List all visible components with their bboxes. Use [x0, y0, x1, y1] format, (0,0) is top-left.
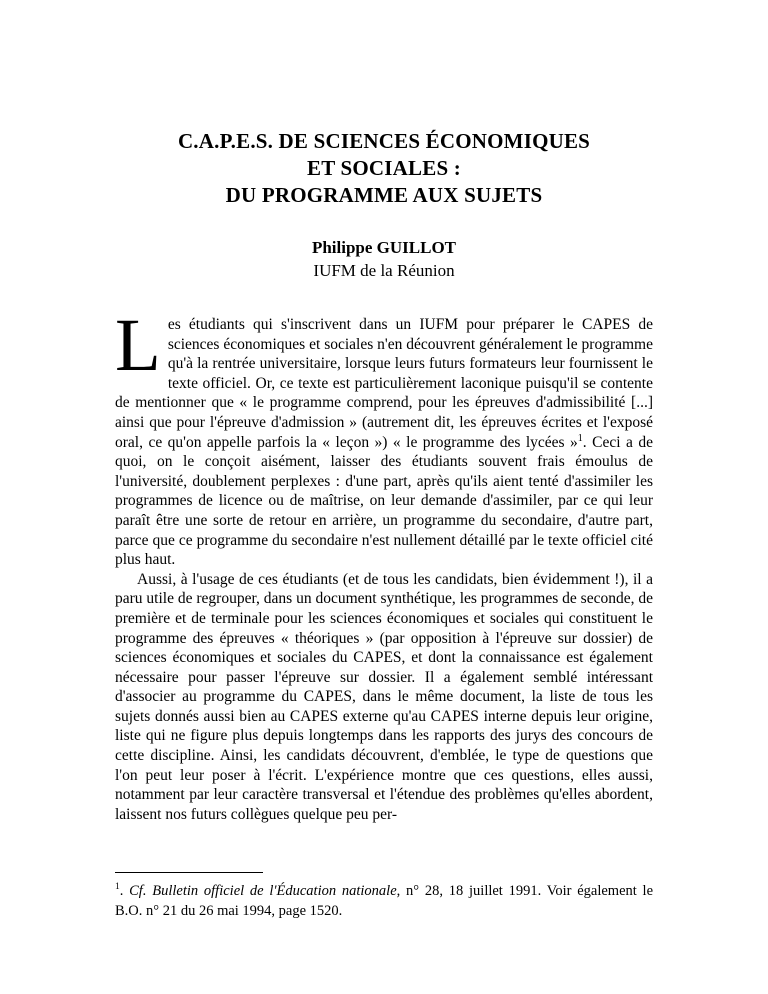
paragraph-1-text-after-ref: . Ceci a de quoi, on le conçoit aisément, laisser des étudiants souvent frais émoulus de l'université, doublement perplexes : d'une part, après qu'ils aient tenté d'assimiler les programmes de licence ou de maîtrise, on leur demande d'assimiler, par ce qui leur paraît être une sorte de retour en arrière, un programme du secondaire, d'autre part, parce que ce programme du secondaire n'est nullement détaillé par le texte officiel cité plus haut.	[115, 433, 653, 569]
title-line-1: C.A.P.E.S. DE SCIENCES ÉCONOMIQUES	[177, 129, 591, 153]
dropcap-letter: L	[115, 304, 161, 387]
paragraph-1-text-before-ref: es étudiants qui s'inscrivent dans un IUFM pour préparer le CAPES de sciences économiques et sociales n'en découvrent généralement le programme qu'à la rentrée universitaire, lorsque leurs futurs formateurs leur fournissent le texte officiel. Or, ce texte est particulièrement laconique puisqu'il se contente de mentionner que « le programme comprend, pour les épreuves d'admissibilité [...] ainsi que pour l'épreuve d'admission » (autrement dit, les épreuves écrites et l'exposé oral, ce qu'on appelle parfois la « leçon ») « le programme des lycées »	[115, 316, 653, 451]
author-name: Philippe GUILLOT	[311, 238, 457, 257]
footnote-citation-italic: Cf. Bulletin officiel de l'Éducation nationale	[129, 883, 397, 899]
paragraph-1	[115, 304, 653, 570]
footnote-1	[115, 881, 653, 921]
footnote-text-rest: , n° 28, 18 juillet 1991. Voir également le B.O. n° 21 du 26 mai 1994, page 1520.	[115, 883, 654, 919]
footnote-reference-1: 1	[577, 432, 583, 444]
title-line-3: DU PROGRAMME AUX SUJETS	[225, 183, 543, 207]
author-affiliation: IUFM de la Réunion	[313, 261, 455, 280]
footnote-marker-1: 1	[115, 882, 120, 893]
article-header	[115, 128, 653, 282]
article-title	[115, 128, 653, 209]
article-body	[115, 304, 653, 824]
author-block	[115, 236, 653, 282]
title-line-2: ET SOCIALES :	[307, 156, 461, 180]
paragraph-2: Aussi, à l'usage de ces étudiants (et de tous les candidats, bien évidemment !), il a paru utile de regrouper, dans un document synthétique, les programmes de seconde, de première et de terminale pour les sciences économiques et sociales qui constituent le programme des épreuves « théoriques » (par opposition à l'épreuve sur dossier) de sciences économiques et sociales du CAPES, et dont la connaissance est également nécessaire pour passer l'épreuve sur dossier. Il a également semblé intéressant d'associer au programme du CAPES, dans le même document, la liste de tous les sujets donnés aussi bien au CAPES externe qu'au CAPES interne depuis leur origine, liste qui ne figure plus depuis longtemps dans les rapports des jurys des concours de cette discipline. Ainsi, les candidats découvrent, d'emblée, le type de questions que l'on peut leur poser à l'écrit. L'expérience montre que ces questions, elles aussi, notamment par leur caractère transversal et l'étendue des problèmes qu'elles abordent, laissent nos futurs collègues quelque peu per-	[115, 570, 653, 823]
footnote-separator-rule	[115, 872, 263, 873]
footnote-area	[115, 872, 653, 921]
footnote-separator-text: .	[119, 883, 130, 899]
